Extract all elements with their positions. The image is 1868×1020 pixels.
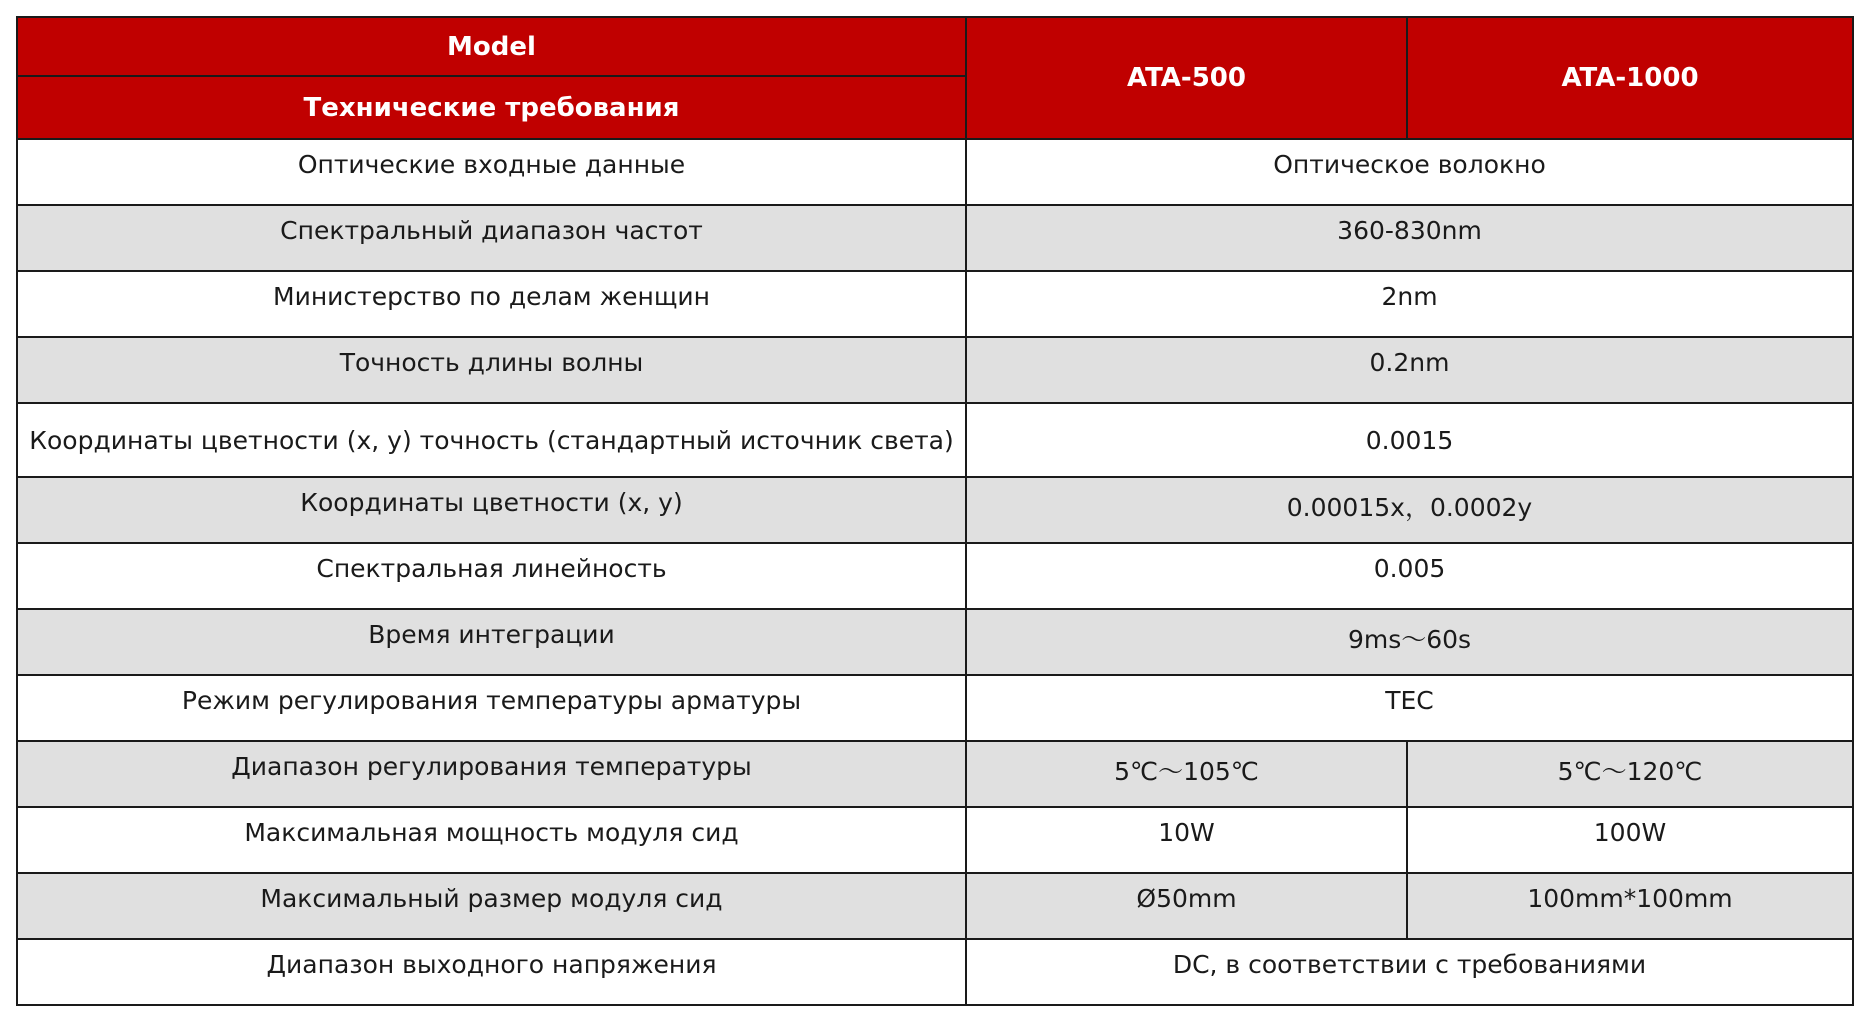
- value-cell: 9ms～60s: [966, 609, 1853, 675]
- value-cell-ata-1000: 100mm*100mm: [1407, 873, 1853, 939]
- value-cell: 2nm: [966, 271, 1853, 337]
- value-cell: 0.0015: [966, 403, 1853, 477]
- value-cell: 0.2nm: [966, 337, 1853, 403]
- param-cell: Время интеграции: [17, 609, 966, 675]
- table-row: [17, 477, 1853, 543]
- table-row: [17, 675, 1853, 741]
- table-row: [17, 205, 1853, 271]
- table-row: [17, 609, 1853, 675]
- value-cell-ata-500: Ø50mm: [966, 873, 1407, 939]
- param-cell: Спектральный диапазон частот: [17, 205, 966, 271]
- value-cell: 0.00015x，0.0002y: [966, 477, 1853, 543]
- table-row: [17, 271, 1853, 337]
- value-cell-ata-1000: 100W: [1407, 807, 1853, 873]
- table-row: [17, 403, 1853, 477]
- param-cell: Диапазон выходного напряжения: [17, 939, 966, 1005]
- param-cell: Режим регулирования температуры арматуры: [17, 675, 966, 741]
- header-model-ata-1000: ATA-1000: [1407, 17, 1853, 139]
- table-row: [17, 939, 1853, 1005]
- value-cell: TEC: [966, 675, 1853, 741]
- table-row: [17, 873, 1853, 939]
- table-row: [17, 741, 1853, 807]
- param-cell: Диапазон регулирования температуры: [17, 741, 966, 807]
- param-cell: Министерство по делам женщин: [17, 271, 966, 337]
- value-cell-ata-500: 10W: [966, 807, 1407, 873]
- header-model-label: Model: [17, 17, 966, 76]
- table-row: [17, 139, 1853, 205]
- param-cell: Точность длины волны: [17, 337, 966, 403]
- param-cell: Спектральная линейность: [17, 543, 966, 609]
- header-requirements-label: Технические требования: [17, 76, 966, 139]
- header-model-ata-500: ATA-500: [966, 17, 1407, 139]
- param-cell: Координаты цветности (x, y) точность (стандартный источник света): [17, 403, 966, 477]
- param-cell: Максимальный размер модуля сид: [17, 873, 966, 939]
- spec-table: [16, 16, 1854, 1006]
- table-row: [17, 543, 1853, 609]
- table-row: [17, 807, 1853, 873]
- header-row-top: [17, 17, 1853, 76]
- value-cell-ata-1000: 5℃～120℃: [1407, 741, 1853, 807]
- value-cell: Оптическое волокно: [966, 139, 1853, 205]
- param-cell: Координаты цветности (x, y): [17, 477, 966, 543]
- param-cell: Оптические входные данные: [17, 139, 966, 205]
- value-cell: 0.005: [966, 543, 1853, 609]
- value-cell: DC, в соответствии с требованиями: [966, 939, 1853, 1005]
- value-cell-ata-500: 5℃～105℃: [966, 741, 1407, 807]
- table-row: [17, 337, 1853, 403]
- param-cell: Максимальная мощность модуля сид: [17, 807, 966, 873]
- value-cell: 360-830nm: [966, 205, 1853, 271]
